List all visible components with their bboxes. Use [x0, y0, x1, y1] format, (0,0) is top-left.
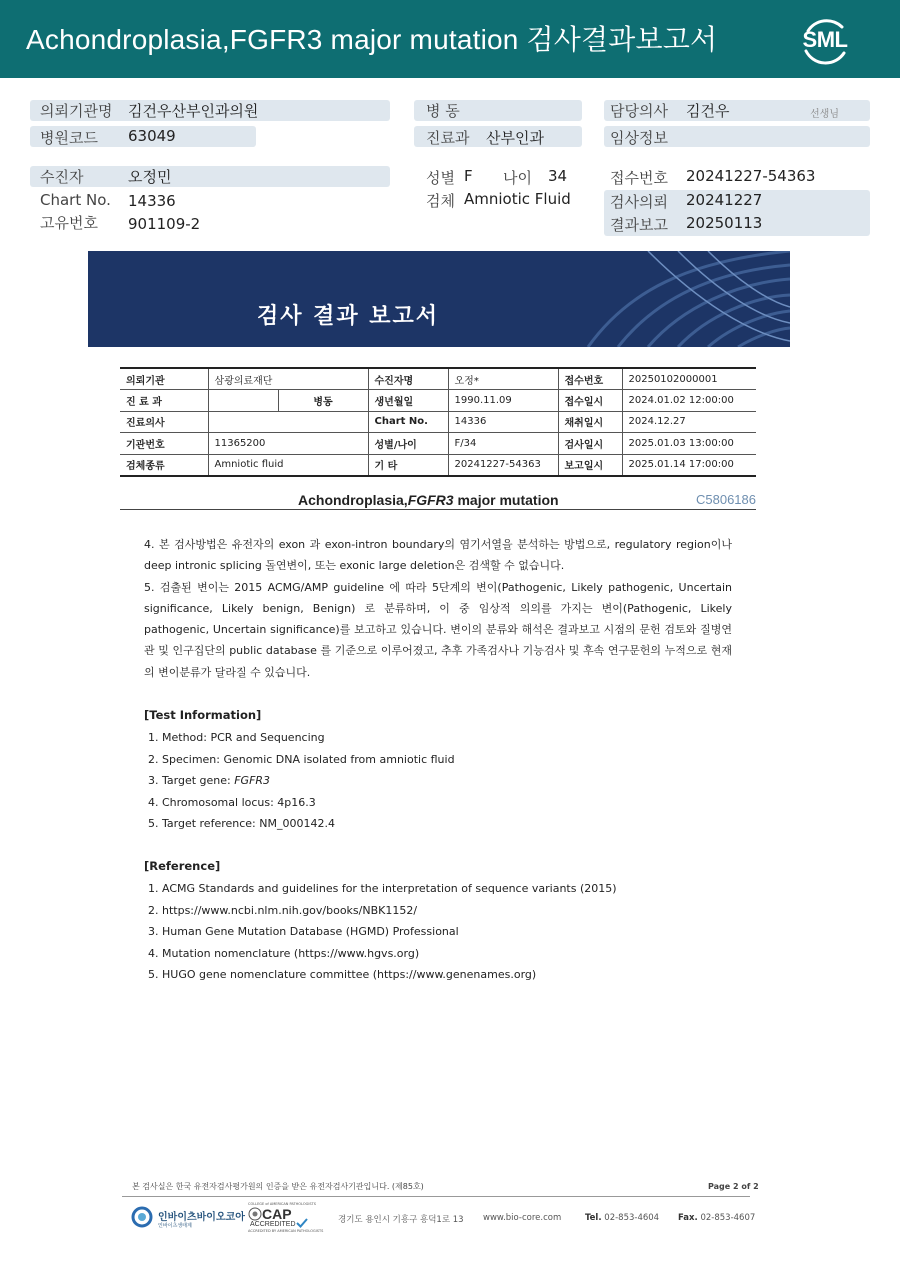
cap-accredited-logo [248, 1202, 324, 1234]
certification-note: 본 검사실은 한국 유전자검사평가원의 인증을 받은 유전자검사기관입니다. (제85호) [132, 1182, 424, 1191]
list-item: 4. Mutation nomenclature (https://www.hgvs.org) [148, 946, 420, 960]
table-cell: 기 타 [368, 454, 448, 476]
header-bar [0, 0, 900, 78]
chart-value: 14336 [128, 192, 176, 210]
test-code: C5806186 [696, 492, 756, 507]
note-paragraph-5: 5. 검출된 변이는 2015 ACMG/AMP guideline 에 따라 5단계의 변이(Pathogenic, Likely pathogenic, Uncertain significance, Likely benign, Benign) 로 분류하며, 이 중 임상적 의의를 가지는 변이(Pathogenic, Likely pathogenic, Uncertain significance)를 보고하고 있습니다. 변이의 분류와 해석은 결과보고 시점의 문헌 검토와 질병연관 및 인구집단의 public database 를 기준으로 이루어졌고, 추후 가족검사나 기능검사 및 후속 연구문헌의 누적으로 현재의 변이분류가 달라질 수 있습니다. [144, 580, 732, 679]
table-cell: 접수일시 [558, 390, 622, 412]
fax-value: 02-853-4607 [700, 1213, 756, 1223]
list-item: 2. https://www.ncbi.nlm.nih.gov/books/NBK1152/ [148, 903, 418, 917]
table-cell: 2025.01.14 17:00:00 [622, 454, 756, 476]
receipt-label: 접수번호 [610, 169, 668, 187]
table-cell: 20241227-54363 [448, 454, 558, 476]
table-cell [208, 411, 368, 433]
reference-heading: [Reference] [144, 859, 221, 873]
specimen-label: 검체 [426, 192, 455, 210]
sml-logo [798, 13, 852, 67]
specimen-value: Amniotic Fluid [464, 190, 571, 208]
receipt-value: 20241227-54363 [686, 167, 816, 185]
list-item: 3. Human Gene Mutation Database (HGMD) Professional [148, 925, 459, 939]
table-cell: 11365200 [208, 433, 368, 455]
table-cell: 성별/나이 [368, 433, 448, 455]
target-gene-name: FGFR3 [234, 774, 271, 788]
id-label: 고유번호 [40, 214, 98, 232]
footer-website: www.bio-core.com [483, 1213, 562, 1223]
name-row-bg [30, 166, 390, 187]
footer-tel [585, 1213, 659, 1223]
list-item: 5. HUGO gene nomenclature committee (https://www.genenames.org) [148, 968, 537, 982]
table-cell: 20250102000001 [622, 368, 756, 390]
table-cell: 2025.01.03 13:00:00 [622, 433, 756, 455]
table-row [120, 433, 756, 455]
footer-divider [122, 1196, 750, 1197]
table-cell: Chart No. [368, 411, 448, 433]
clinical-label: 임상정보 [610, 129, 668, 147]
table-cell: 생년월일 [368, 390, 448, 412]
fax-label: Fax. [678, 1213, 698, 1223]
report-date-value: 20250113 [686, 214, 763, 232]
table-cell: 검사일시 [558, 433, 622, 455]
doctor-label: 담당의사 [610, 102, 668, 120]
list-item: 5. Target reference: NM_000142.4 [148, 817, 335, 831]
cap-accredited-text: ACCREDITED [250, 1221, 296, 1228]
footer-address: 경기도 용인시 기흥구 흥덕1로 13 [338, 1215, 464, 1225]
cap-main-text: CAP [262, 1206, 292, 1222]
age-value: 34 [548, 167, 568, 185]
report-banner [88, 251, 790, 347]
report-info-table [120, 367, 756, 477]
dept-label: 진료과 [426, 129, 470, 147]
table-cell: 삼광의료재단 [208, 368, 368, 390]
request-label: 검사의뢰 [610, 193, 668, 211]
list-item [148, 770, 455, 792]
footer-fax [678, 1213, 755, 1223]
institution-value: 김건우산부인과의원 [128, 102, 259, 120]
table-cell: 2024.01.02 12:00:00 [622, 390, 756, 412]
chart-label: Chart No. [40, 191, 111, 209]
dept-value: 산부인과 [486, 129, 544, 147]
doctor-suffix: 선생님 [810, 109, 839, 120]
list-item: 1. ACMG Standards and guidelines for the interpretation of sequence variants (2015) [148, 882, 617, 895]
test-name-suffix: major mutation [453, 492, 559, 508]
ward-label: 병 동 [426, 102, 460, 120]
table-cell: 병동 [278, 390, 368, 412]
footer-brand: 인바이츠바이오코아 [158, 1212, 245, 1223]
tel-label: Tel. [585, 1213, 602, 1223]
footer-brand-sub: 인바이츠생태계 [158, 1223, 192, 1229]
table-cell: F/34 [448, 433, 558, 455]
table-cell: 진 료 과 [120, 390, 208, 412]
table-cell: 1990.11.09 [448, 390, 558, 412]
table-cell: 접수번호 [558, 368, 622, 390]
page-number: Page 2 of 2 [708, 1182, 759, 1191]
table-row [120, 454, 756, 476]
age-label: 나이 [503, 169, 532, 187]
doctor-value: 김건우 [686, 102, 730, 120]
reference-list [148, 878, 617, 986]
test-info-heading: [Test Information] [144, 708, 262, 722]
target-gene-prefix: 3. Target gene: [148, 774, 235, 788]
report-date-label: 결과보고 [610, 216, 668, 234]
name-label: 수진자 [40, 168, 84, 186]
tel-value: 02-853-4604 [604, 1213, 660, 1223]
table-cell: 수진자명 [368, 368, 448, 390]
request-value: 20241227 [686, 191, 763, 209]
test-info-list [148, 727, 455, 835]
cap-top-text: COLLEGE of AMERICAN PATHOLOGISTS [248, 1202, 316, 1206]
checkmark-icon [296, 1218, 308, 1228]
test-name-prefix: Achondroplasia, [298, 492, 408, 508]
note-paragraph-4: 4. 본 검사방법은 유전자의 exon 과 exon-intron boundary의 염기서열을 분석하는 방법으로, regulatory region이나 deep intronic splicing 돌연변이, 또는 exonic large deletion은 검색할 수 없습니다. [144, 538, 732, 573]
cap-bottom-text: ACCREDITED BY AMERICAN PATHOLOGISTS [248, 1229, 324, 1233]
hospital-code-label: 병원코드 [40, 129, 98, 147]
hospital-code-value: 63049 [128, 127, 176, 145]
table-row [120, 368, 756, 390]
table-cell: 진료의사 [120, 411, 208, 433]
list-item: 1. Method: PCR and Sequencing [148, 731, 325, 744]
table-cell [208, 390, 278, 412]
list-item: 4. Chromosomal locus: 4p16.3 [148, 795, 316, 809]
report-banner-title: 검사 결과 보고서 [256, 304, 440, 329]
sml-logo-text: SML [802, 27, 848, 52]
table-row [120, 411, 756, 433]
list-item: 2. Specimen: Genomic DNA isolated from amniotic fluid [148, 752, 455, 766]
id-value: 901109-2 [128, 215, 201, 233]
table-cell: 오정* [448, 368, 558, 390]
table-cell: 14336 [448, 411, 558, 433]
report-title: Achondroplasia,FGFR3 major mutation 검사결과보고서 [26, 24, 718, 55]
table-cell: 의뢰기관 [120, 368, 208, 390]
sex-value: F [464, 167, 473, 185]
test-name-line [120, 492, 756, 510]
table-cell: 검체종류 [120, 454, 208, 476]
test-name [298, 492, 559, 508]
table-cell: 2024.12.27 [622, 411, 756, 433]
notes-block [144, 534, 732, 683]
test-name-gene: FGFR3 [407, 492, 454, 508]
cap-seal-icon [248, 1207, 262, 1221]
table-cell: Amniotic fluid [208, 454, 368, 476]
sex-label: 성별 [426, 169, 455, 187]
table-cell: 보고일시 [558, 454, 622, 476]
biocore-logo-icon [131, 1206, 153, 1228]
table-cell: 채취일시 [558, 411, 622, 433]
table-row [120, 390, 756, 412]
institution-label: 의뢰기관명 [40, 102, 113, 120]
name-value: 오정민 [128, 168, 172, 186]
table-cell: 기관번호 [120, 433, 208, 455]
